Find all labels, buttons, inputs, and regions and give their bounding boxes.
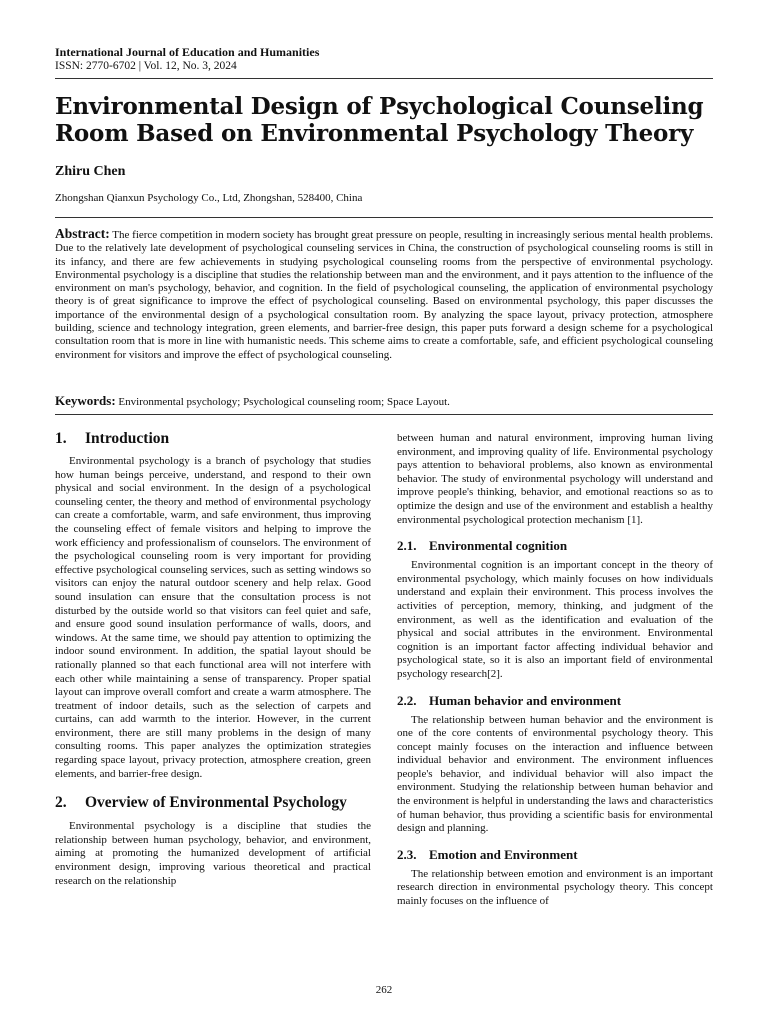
abstract-label: Abstract: (55, 226, 110, 241)
subsection-number: 2.2. (397, 692, 417, 708)
journal-issn: ISSN: 2770-6702 | Vol. 12, No. 3, 2024 (55, 60, 237, 72)
keywords-text: Environmental psychology; Psychological counseling room; Space Layout. (118, 396, 450, 408)
author-name: Zhiru Chen (55, 164, 126, 179)
subsection-heading-cognition (397, 538, 713, 554)
subsection-heading-emotion (397, 847, 713, 863)
section-title: Introduction (85, 430, 170, 447)
introduction-paragraph: Environmental psychology is a branch of psychology that studies how human beings perceive, understand, and respond to their own physical and social environment. In the design of a psychological counseling center, the theory and method of environmental psychology can create a comfortable, warm, and safe environment, thus improving the counseling effect of female visitors and helping to improve the work efficiency and professionalism of counselors. The environment of the psychological counseling room is very important for providing effective psychological counseling services, such as setting windows so visitors can enjoy the natural outdoor scenery and help relax. Good sound insulation can ensure that the consultation process is not disturbed by the outside world so that visitors can feel quiet and safe, and ensure good sound insulation performance of walls, doors, and windows. At the same time, we should pay attention to optimizing the indoor sound environment. In addition, the spatial layout should be rationally planned so that each functional area will not interfere with each other while maintaining a sense of transparency. Proper spatial layout can improve overall comfort and create a warm atmosphere. The treatment of indoor details, such as the selection of carpets and curtains, can add warmth to the interior. However, in the current environment, there are still many problems in the design of many consulting rooms. This paper analyzes the optimization strategies regarding space layout, privacy protection, atmosphere creation, green elements, and barrier-free design. (55, 455, 371, 780)
keywords (55, 393, 713, 409)
emotion-paragraph: The relationship between emotion and environment is an important research direction in environmental psychology theory. This concept mainly focuses on the influence of (397, 867, 713, 908)
section-title: Overview of Environmental Psychology (85, 794, 347, 812)
cognition-paragraph: Environmental cognition is an important concept in the theory of environmental psychology, which mainly focuses on how individuals understand and explain their environment. This process involves the activities of perception, memory, thinking, and judgment of the environment, as well as the identification and evaluation of the physical and social attributes in the environment. Environmental cognition is an important factor affecting individual behavior and psychological state, so it is also an important field of environmental psychology research[2]. (397, 559, 713, 680)
author-affiliation: Zhongshan Qianxun Psychology Co., Ltd, Zhongshan, 528400, China (55, 192, 363, 204)
abstract-top-divider (55, 217, 713, 218)
subsection-heading-behavior (397, 693, 713, 709)
left-column (55, 430, 371, 888)
section-number: 1. (55, 430, 67, 447)
overview-paragraph-continued: between human and natural environment, improving human living environment, and improving quality of life. Environmental psychology pays attention to behavioral problems, also known as environmental behavior. The study of environmental psychology will understand and improve people's thinking, behavior, and emotional reactions so as to optimize the design and use of the environment and establish a healthy environmental psychological protection mechanism [1]. (397, 432, 713, 526)
page-number: 262 (375, 984, 393, 996)
behavior-paragraph: The relationship between human behavior and the environment is one of the core contents of environmental psychology theory. This concept mainly focuses on the interaction and influence between individual behavior and environment. The environment influences people's behavior, and individual behavior will also impact the environment. Studying the relationship between human behavior and the environment is helpful in understanding the laws and characteristics of human behavior, thus providing a scientific basis for environmental design and planning. (397, 713, 713, 835)
section-number: 2. (55, 794, 67, 812)
subsection-number: 2.1. (397, 538, 417, 554)
abstract-bottom-divider (55, 414, 713, 415)
subsection-title: Environmental cognition (429, 538, 568, 554)
header-divider (55, 78, 713, 79)
journal-name: International Journal of Education and Humanities (55, 45, 320, 59)
abstract (55, 227, 713, 362)
subsection-title: Human behavior and environment (429, 692, 622, 708)
section-heading-overview (55, 794, 371, 811)
paper-title: Environmental Design of Psychological Counseling Room Based on Environmental Psychology Theory (55, 93, 704, 147)
keywords-label: Keywords: (55, 393, 116, 408)
subsection-title: Emotion and Environment (429, 846, 578, 862)
section-heading-introduction (55, 430, 371, 447)
abstract-text: The fierce competition in modern society has brought great pressure on people, resulting in increasingly serious mental health problems. Due to the relatively late development of psychological counseling services in China, the construction of psychological counseling rooms is still in its infancy, and there are few achievements in studying psychological counseling rooms from the perspective of environmental psychology. Environmental psychology is a discipline that studies the relationship between man and the environment, and it pays attention to the influence of the environment on man's psychology, behavior, and cognition. In the field of psychological counseling, the application of environmental psychology theory is of great significance to improve the effect of psychological counseling. Based on environmental psychology, this paper discusses the importance of the environmental design of a psychological consultation room. By analyzing the space layout, privacy protection, atmosphere building, science and technology integration, green elements, and barrier-free design, this paper puts forward a design scheme for a psychological consultation room that is more in line with humanistic needs. This scheme aims to create a comfortable, safe, and efficient psychological counseling environment for visitors and improve the effect of psychological counseling. (55, 229, 713, 361)
right-column (397, 432, 713, 909)
subsection-number: 2.3. (397, 846, 417, 862)
overview-paragraph: Environmental psychology is a discipline that studies the relationship between human psychology, behavior, and environment, aiming at promoting the humanized development of artificial environment design, improving various theoretical and practical research on the relationship (55, 820, 371, 887)
journal-header (55, 45, 715, 73)
